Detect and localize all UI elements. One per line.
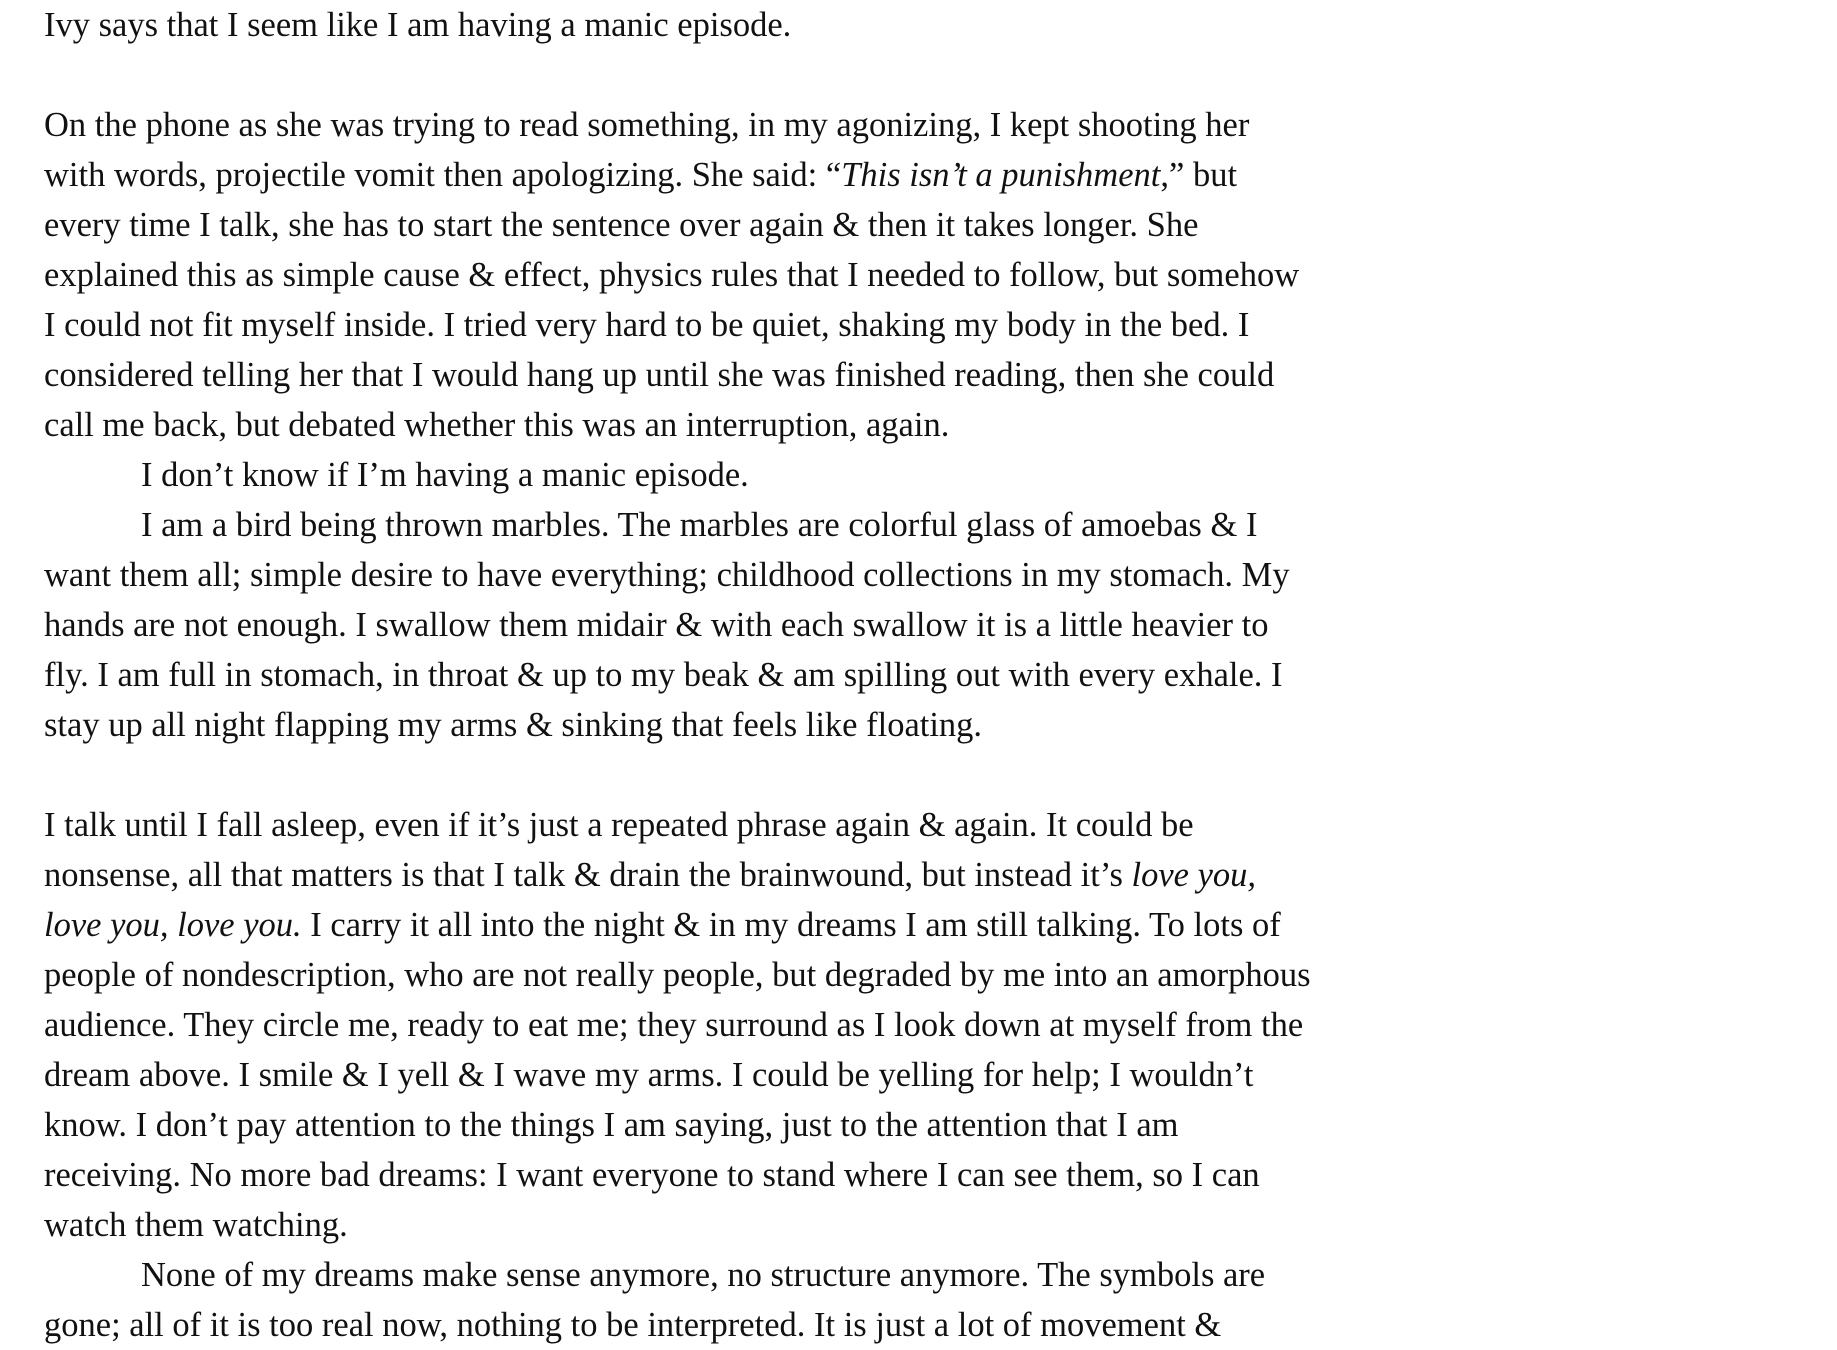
text-line: call me back, but debated whether this was an interruption, again.	[44, 406, 950, 444]
text-line: I am a bird being thrown marbles. The marbles are colorful glass of amoebas & I	[141, 506, 1258, 544]
italic-phrase: love you, love you.	[44, 906, 302, 944]
text-line: hands are not enough. I swallow them midair & with each swallow it is a little heavier to	[44, 606, 1269, 644]
text-line: people of nondescription, who are not really people, but degraded by me into an amorphous	[44, 956, 1311, 994]
text-line: None of my dreams make sense anymore, no structure anymore. The symbols are	[141, 1256, 1266, 1294]
text-line: Ivy says that I seem like I am having a manic episode.	[44, 6, 792, 44]
text-run: nonsense, all that matters is that I talk & drain the brainwound, but instead it’s	[44, 856, 1132, 894]
text-line: audience. They circle me, ready to eat me; they surround as I look down at myself from the	[44, 1006, 1304, 1044]
text-line: explained this as simple cause & effect, physics rules that I needed to follow, but somehow	[44, 256, 1300, 294]
text-line	[44, 150, 1444, 200]
text-run: I carry it all into the night & in my dreams I am still talking. To lots of	[301, 906, 1281, 944]
text-line	[44, 850, 1444, 900]
text-line	[44, 900, 1444, 950]
text-line: want them all; simple desire to have everything; childhood collections in my stomach. My	[44, 556, 1290, 594]
text-line: I talk until I fall asleep, even if it’s just a repeated phrase again & again. It could be	[44, 806, 1194, 844]
text-line: receiving. No more bad dreams: I want everyone to stand where I can see them, so I can	[44, 1156, 1260, 1194]
text-run: ,” but	[1160, 156, 1238, 194]
text-line: fly. I am full in stomach, in throat & up to my beak & am spilling out with every exhale. I	[44, 656, 1283, 694]
text-line: dream above. I smile & I yell & I wave my arms. I could be yelling for help; I wouldn’t	[44, 1056, 1254, 1094]
text-line: I don’t know if I’m having a manic episode.	[141, 456, 749, 494]
italic-phrase: love you,	[1131, 856, 1257, 894]
document-body	[44, 0, 1444, 1350]
italic-phrase: This isn’t a punishment	[841, 156, 1161, 194]
text-line: considered telling her that I would hang up until she was finished reading, then she could	[44, 356, 1275, 394]
paragraph-break	[44, 750, 1444, 800]
text-line: watch them watching.	[44, 1206, 348, 1244]
text-line: know. I don’t pay attention to the things I am saying, just to the attention that I am	[44, 1106, 1179, 1144]
paragraph-break	[44, 50, 1444, 100]
text-run: with words, projectile vomit then apologizing. She said: “	[44, 156, 842, 194]
text-line: every time I talk, she has to start the sentence over again & then it takes longer. She	[44, 206, 1199, 244]
text-line: I could not fit myself inside. I tried very hard to be quiet, shaking my body in the bed. I	[44, 306, 1250, 344]
text-line: On the phone as she was trying to read something, in my agonizing, I kept shooting her	[44, 106, 1250, 144]
text-line: stay up all night flapping my arms & sinking that feels like floating.	[44, 706, 983, 744]
text-line: gone; all of it is too real now, nothing to be interpreted. It is just a lot of movement &	[44, 1306, 1222, 1344]
